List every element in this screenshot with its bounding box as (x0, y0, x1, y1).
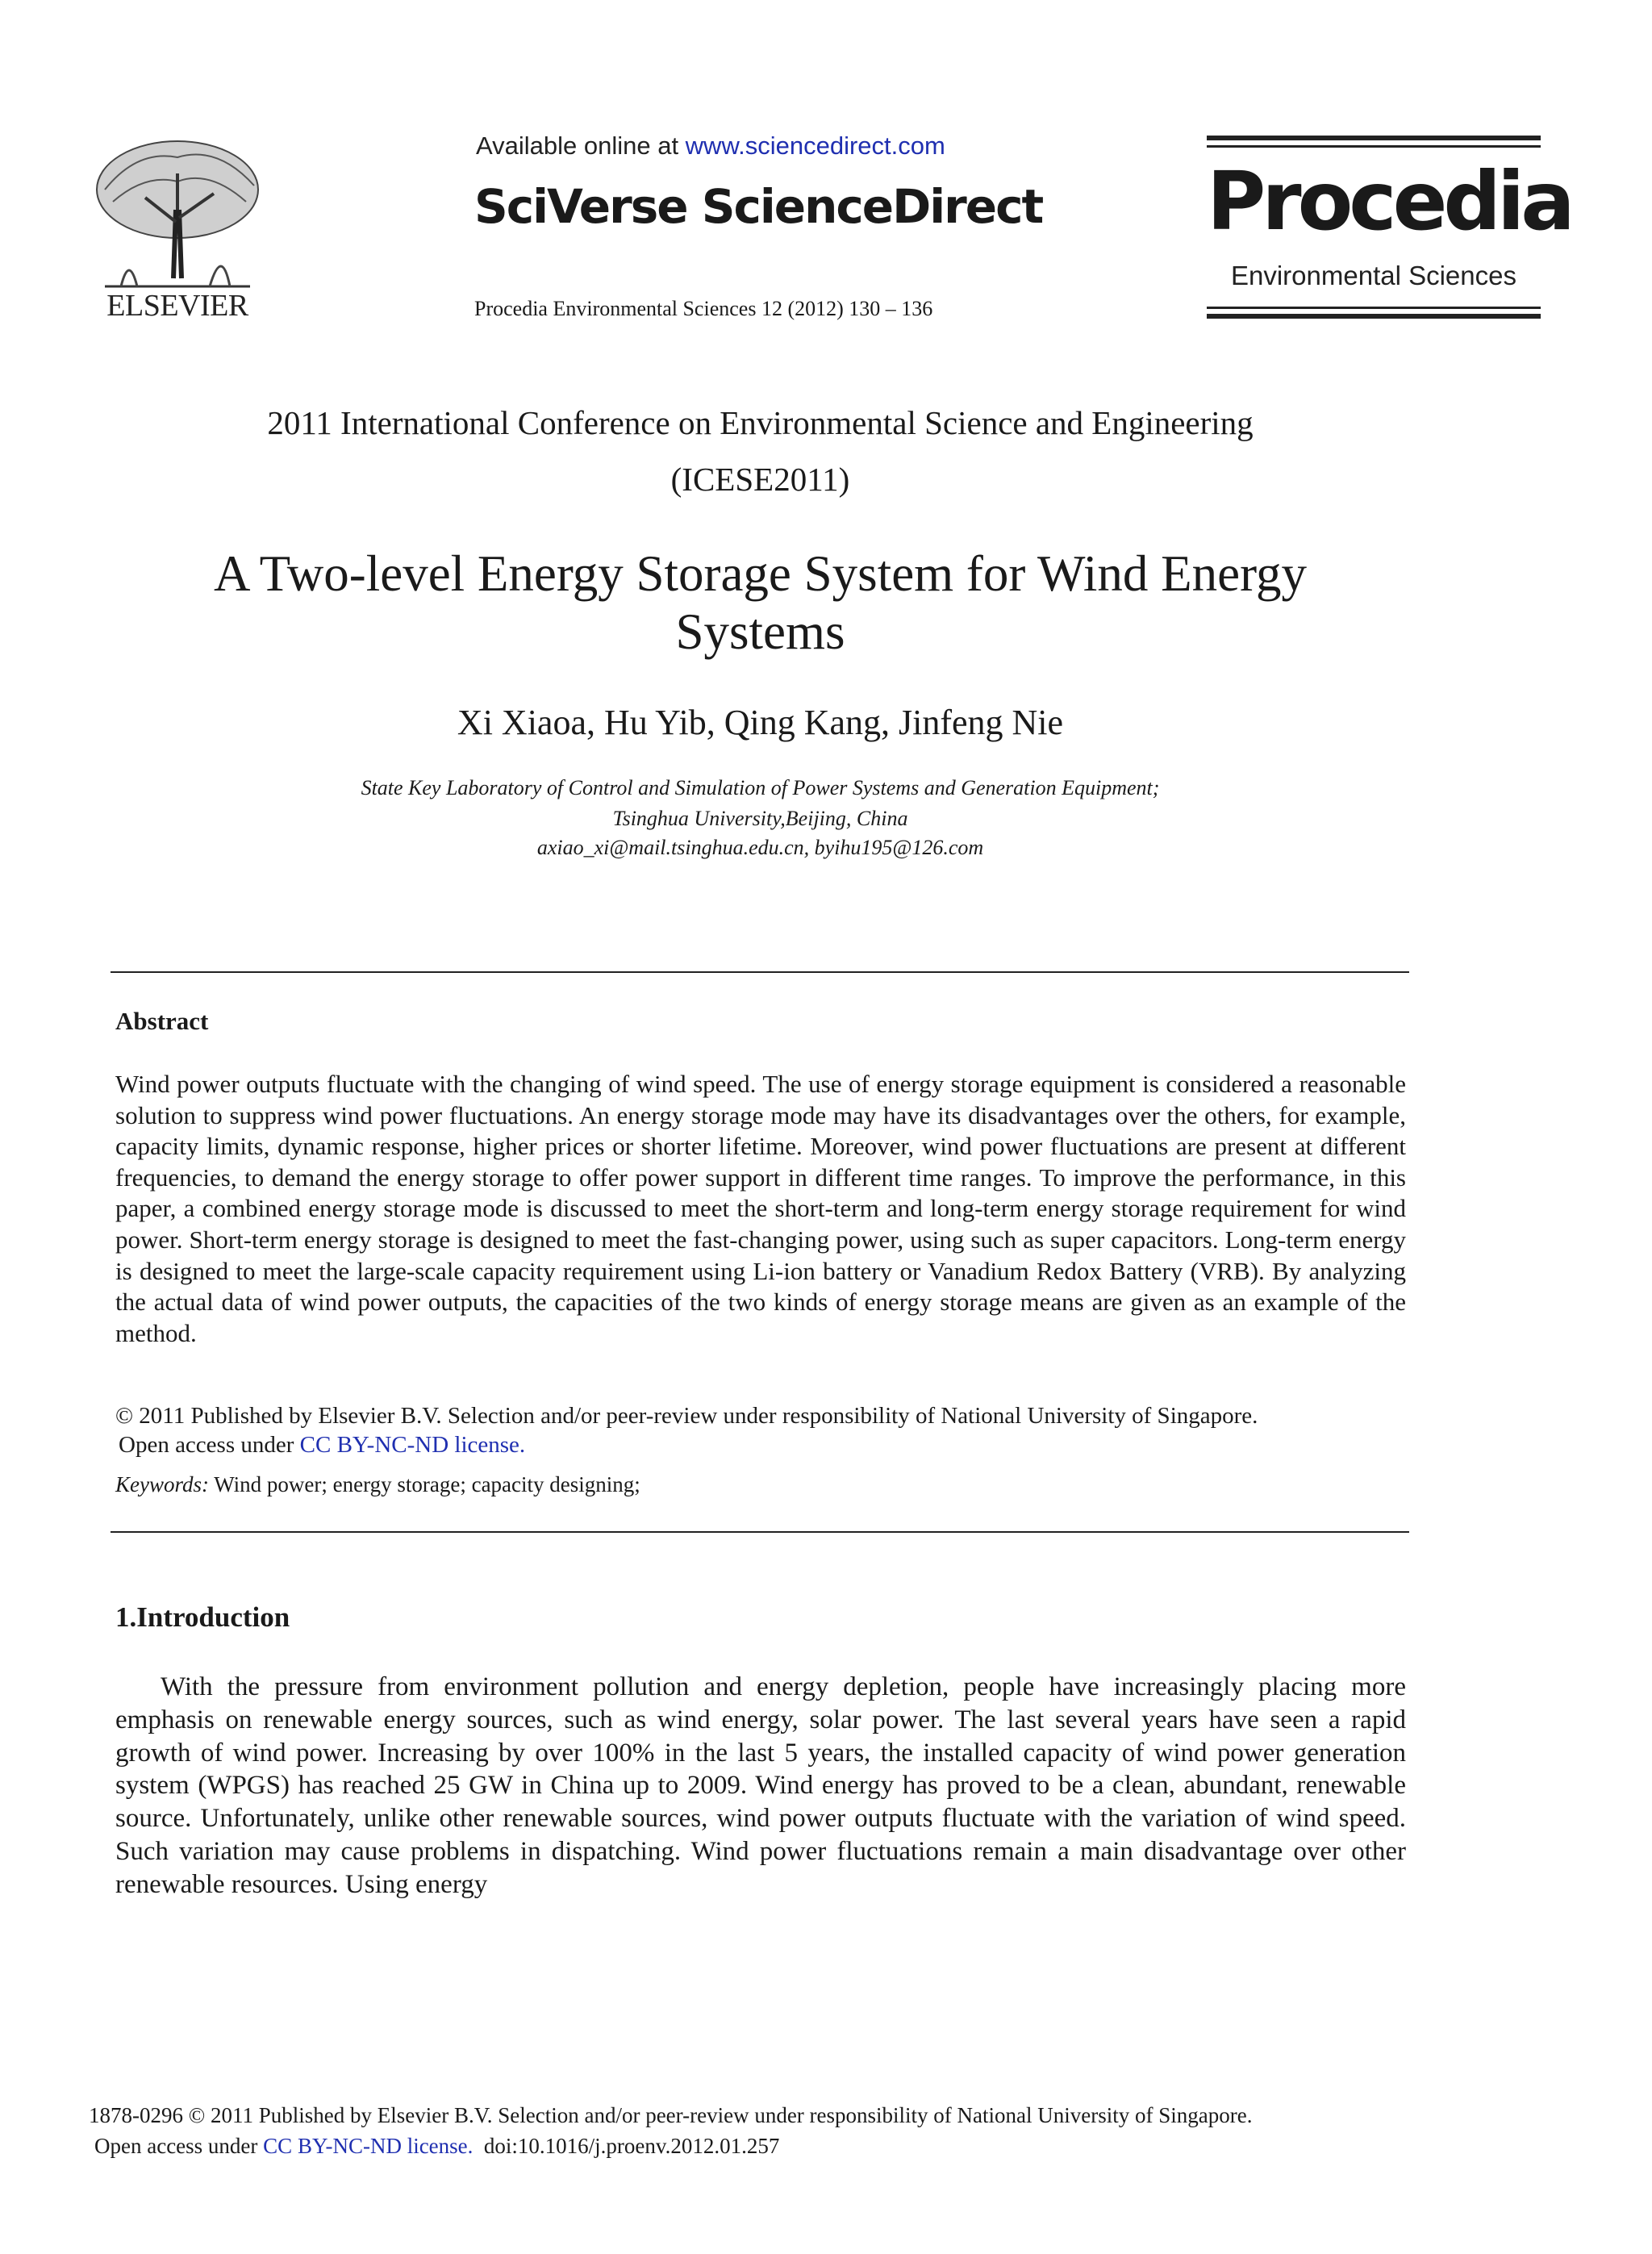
footer-open-access-prefix: Open access under (94, 2134, 264, 2158)
logo-rule (1207, 307, 1541, 309)
abstract-body (115, 1069, 1406, 1349)
procedia-logo (1207, 136, 1571, 321)
abstract-heading: Abstract (115, 1007, 209, 1035)
section-divider (111, 971, 1409, 973)
article-title (0, 545, 1521, 661)
available-online-prefix: Available online at (476, 131, 686, 160)
article-title-line: Systems (675, 603, 845, 660)
license-link[interactable]: CC BY-NC-ND license. (299, 1432, 526, 1458)
available-online-text (476, 131, 945, 161)
sciverse-sciencedirect-logo: SciVerse ScienceDirect (474, 179, 1043, 234)
conference-acronym: (ICESE2011) (670, 461, 850, 498)
doi: doi:10.1016/j.proenv.2012.01.257 (483, 2134, 780, 2158)
abstract-paragraph: Wind power outputs fluctuate with the changing of wind speed. The use of energy storage equipment is considered a reasonable solution to suppress wind power fluctuations. An energy storage mode may have its disadvantages over the others, for example, capacity limits, dynamic response, higher prices or shorter lifetime. Moreover, wind power fluctuations are present at different frequencies, to demand the energy storage to offer power support in different time ranges. To improve the performance, in this paper, a combined energy storage mode is discussed to meet the short-term and long-term energy storage requirement for wind power. Short-term energy storage is designed to meet the fast-changing power, using such as super capacitors. Long-term energy is designed to meet the large-scale capacity requirement using Li-ion battery or Vanadium Redox Battery (VRB). By analyzing the actual data of wind power outputs, the capacities of the two kinds of energy storage means are given as an example of the method. (115, 1070, 1406, 1347)
procedia-logo-subtitle: Environmental Sciences (1230, 261, 1516, 290)
journal-reference: Procedia Environmental Sciences 12 (2012) 130 – 136 (474, 297, 933, 320)
keywords (115, 1472, 640, 1497)
publisher-name: ELSEVIER (106, 289, 248, 323)
keywords-label: Keywords: (115, 1472, 209, 1496)
logo-rule (1207, 136, 1541, 140)
footer-copyright: 1878-0296 © 2011 Published by Elsevier B.V. Selection and/or peer-review under responsibility of National University of Singapore. (89, 2103, 1253, 2127)
section-divider (111, 1531, 1409, 1533)
conference-name: 2011 International Conference on Environmental Science and Engineering (267, 404, 1254, 441)
affiliation-line: State Key Laboratory of Control and Simulation of Power Systems and Generation Equipment; (361, 776, 1160, 799)
logo-rule (1207, 314, 1541, 319)
logo-rule (1207, 145, 1541, 148)
open-access-prefix: Open access under (119, 1432, 300, 1458)
introduction-heading: 1.Introduction (115, 1601, 290, 1633)
copyright-notice: © 2011 Published by Elsevier B.V. Selection and/or peer-review under responsibility of National University of Singapore. (115, 1403, 1258, 1429)
introduction-paragraph: With the pressure from environment pollution and energy depletion, people have increasingly placing more emphasis on renewable energy sources, such as wind energy, solar power. The last several years have seen a rapid growth of wind power. Increasing by over 100% in the last 5 years, the installed capacity of wind power generation system (WPGS) has reached 25 GW in China up to 2009. Wind energy has proved to be a clean, abundant, renewable source. Unfortunately, unlike other renewable sources, wind power outputs fluctuate with the variation of wind speed. Such variation may cause problems in dispatching. Wind power fluctuations remain a main disadvantage over other renewable resources. Using energy (115, 1672, 1406, 1899)
procedia-logo-title: Procedia (1207, 154, 1571, 248)
sciencedirect-link[interactable]: www.sciencedirect.com (685, 131, 945, 160)
author-list: Xi Xiaoa, Hu Yib, Qing Kang, Jinfeng Nie (457, 703, 1064, 742)
footer-license-doi (94, 2134, 779, 2159)
introduction-body (115, 1671, 1406, 1901)
affiliation-line: Tsinghua University,Beijing, China (612, 807, 908, 830)
open-access-notice (119, 1432, 525, 1459)
article-title-line: A Two-level Energy Storage System for Wind Energy (214, 545, 1307, 602)
author-emails: axiao_xi@mail.tsinghua.edu.cn, byihu195@126.com (536, 836, 984, 859)
footer-license-link[interactable]: CC BY-NC-ND license. (263, 2134, 473, 2158)
keywords-list: Wind power; energy storage; capacity designing; (214, 1472, 640, 1496)
